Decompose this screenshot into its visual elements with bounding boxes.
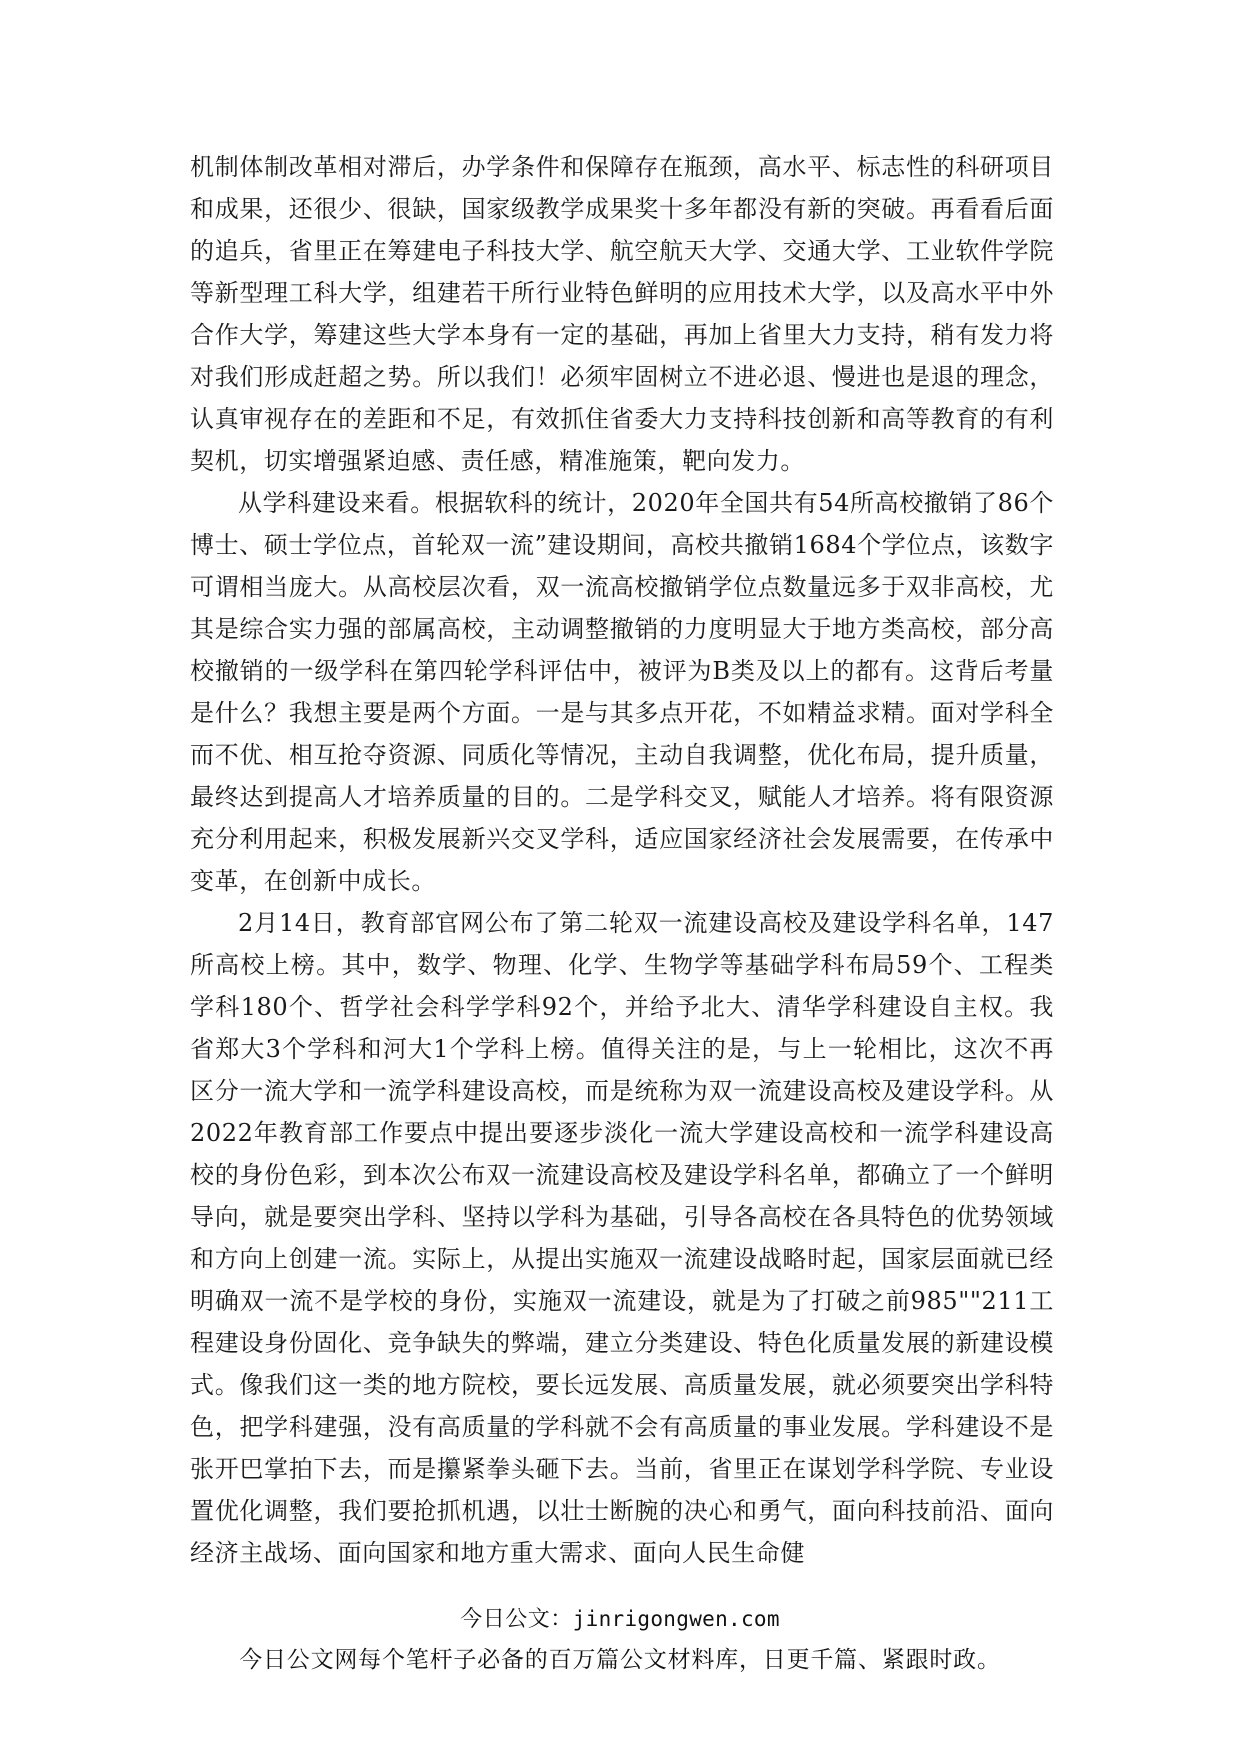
page-footer	[0, 1604, 1240, 1677]
paragraph-2: 从学科建设来看。根据软科的统计，2020年全国共有54所高校撤销了86个博士、硕士学位点，首轮双一流”建设期间，高校共撤销1684个学位点，该数字可谓相当庞大。从高校层次看，双一流高校撤销学位点数量远多于双非高校，尤其是综合实力强的部属高校，主动调整撤销的力度明显大于地方类高校，部分高校撤销的一级学科在第四轮学科评估中，被评为B类及以上的都有。这背后考量是什么？我想主要是两个方面。一是与其多点开花，不如精益求精。面对学科全而不优、相互抢夺资源、同质化等情况，主动自我调整，优化布局，提升质量，最终达到提高人才培养质量的目的。二是学科交叉，赋能人才培养。将有限资源充分利用起来，积极发展新兴交叉学科，适应国家经济社会发展需要，在传承中变革，在创新中成长。	[190, 489, 1054, 895]
paragraph-3: 2月14日，教育部官网公布了第二轮双一流建设高校及建设学科名单，147所高校上榜。其中，数学、物理、化学、生物学等基础学科布局59个、工程类学科180个、哲学社会科学学科92个，并给予北大、清华学科建设自主权。我省郑大3个学科和河大1个学科上榜。值得关注的是，与上一轮相比，这次不再区分一流大学和一流学科建设高校，而是统称为双一流建设高校及建设学科。从2022年教育部工作要点中提出要逐步淡化一流大学建设高校和一流学科建设高校的身份色彩，到本次公布双一流建设高校及建设学科名单，都确立了一个鲜明导向，就是要突出学科、坚持以学科为基础，引导各高校在各具特色的优势领域和方向上创建一流。实际上，从提出实施双一流建设战略时起，国家层面就已经明确双一流不是学校的身份，实施双一流建设，就是为了打破之前985""211工程建设身份固化、竞争缺失的弊端，建立分类建设、特色化质量发展的新建设模式。像我们这一类的地方院校，要长远发展、高质量发展，就必须要突出学科特色，把学科建强，没有高质量的学科就不会有高质量的事业发展。学科建设不是张开巴掌拍下去，而是攥紧拳头砸下去。当前，省里正在谋划学科学院、专业设置优化调整，我们要抢抓机遇，以壮士断腕的决心和勇气，面向科技前沿、面向经济主战场、面向国家和地方重大需求、面向人民生命健	[190, 909, 1054, 1567]
footer-site-line	[0, 1604, 1240, 1635]
document-body	[190, 146, 1054, 1574]
footer-site-label: 今日公文：	[460, 1607, 573, 1632]
paragraph-1: 机制体制改革相对滞后，办学条件和保障存在瓶颈，高水平、标志性的科研项目和成果，还很少、很缺，国家级教学成果奖十多年都没有新的突破。再看看后面的追兵，省里正在筹建电子科技大学、航空航天大学、交通大学、工业软件学院等新型理工科大学，组建若干所行业特色鲜明的应用技术大学，以及高水平中外合作大学，筹建这些大学本身有一定的基础，再加上省里大力支持，稍有发力将对我们形成赶超之势。所以我们！必须牢固树立不进必退、慢进也是退的理念，认真审视存在的差距和不足，有效抓住省委大力支持科技创新和高等教育的有利契机，切实增强紧迫感、责任感，精准施策，靶向发力。	[190, 153, 1054, 475]
footer-tagline: 今日公文网每个笔杆子必备的百万篇公文材料库，日更千篇、紧跟时政。	[239, 1647, 1001, 1673]
footer-site-link[interactable]: jinrigongwen.com	[572, 1607, 780, 1631]
